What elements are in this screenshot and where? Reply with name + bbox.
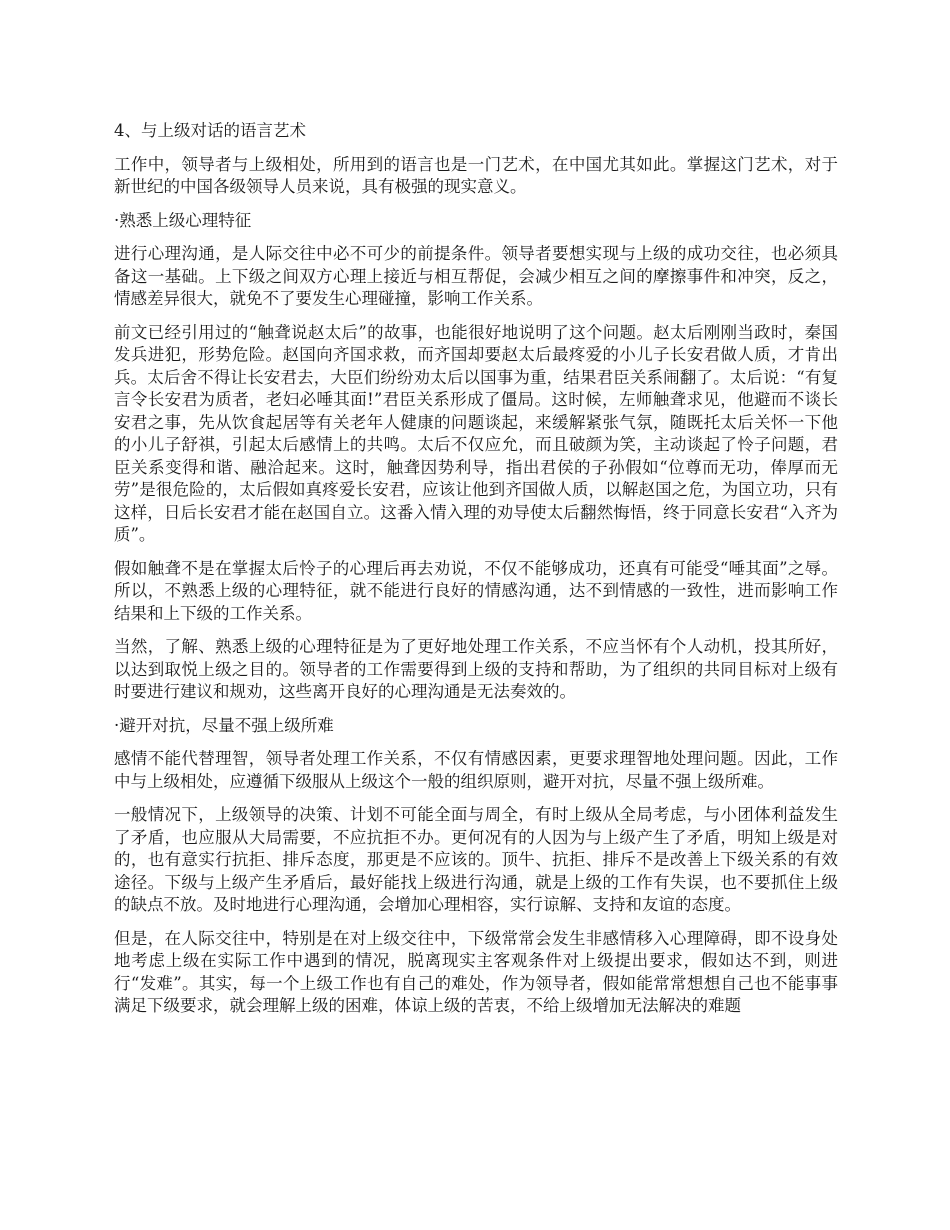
paragraph: 进行心理沟通，是人际交往中必不可少的前提条件。领导者要想实现与上级的成功交往，也必须具备这一基础。上下级之间双方心理上接近与相互帮促，会减少相互之间的摩擦事件和冲突，反之，情感差异很大，就免不了要发生心理碰撞，影响工作关系。 <box>114 244 838 308</box>
paragraph: 假如触聋不是在掌握太后怜子的心理后再去劝说，不仅不能够成功，还真有可能受“唾其面”之辱。所以，不熟悉上级的心理特征，就不能进行良好的情感沟通，达不到情感的一致性，进而影响工作结果和上下级的工作关系。 <box>114 558 838 623</box>
paragraph: 前文已经引用过的“触聋说赵太后”的故事，也能很好地说明了这个问题。赵太后刚刚当政时，秦国发兵进犯，形势危险。赵国向齐国求救，而齐国却要赵太后最疼爱的小儿子长安君做人质，才肯出兵。太后舍不得让长安君去，大臣们纷纷劝太后以国事为重，结果君臣关系闹翻了。太后说：“有复言令长安君为质者，老妇必唾其面!”君臣关系形成了僵局。这时候，左师触聋求见，他避而不谈长安君之事，先从饮食起居等有关老年人健康的问题谈起，来缓解紧张气氛，随既托太后关怀一下他的小儿子舒祺，引起太后感情上的共鸣。太后不仅应允，而且破颜为笑，主动谈起了怜子问题，君臣关系变得和谐、融洽起来。这时，触聋因势利导，指出君侯的子孙假如“位尊而无功，俸厚而无劳”是很危险的，太后假如真疼爱长安君，应该让他到齐国做人质，以解赵国之危，为国立功，只有这样，日后长安君才能在赵国自立。这番入情入理的劝导使太后翻然悔悟，终于同意长安君“入齐为质”。 <box>114 322 838 544</box>
paragraph: 感情不能代替理智，领导者处理工作关系，不仅有情感因素，更要求理智地处理问题。因此，工作中与上级相处，应遵循下级服从上级这个一般的组织原则，避开对抗，尽量不强上级所难。 <box>114 749 838 791</box>
paragraph: 一般情况下，上级领导的决策、计划不可能全面与周全，有时上级从全局考虑，与小团体利益发生了矛盾，也应服从大局需要，不应抗拒不办。更何况有的人因为与上级产生了矛盾，明知上级是对的，也有意实行抗拒、排斥态度，那更是不应该的。顶牛、抗拒、排斥不是改善上下级关系的有效途径。下级与上级产生矛盾后，最好能找上级进行沟通，就是上级的工作有失误，也不要抓住上级的缺点不放。及时地进行心理沟通，会增加心理相容，实行谅解、支持和友谊的态度。 <box>114 805 838 914</box>
subsection-title-2: ·避开对抗，尽量不强上级所难 <box>114 715 334 735</box>
document-body <box>114 120 838 1029</box>
section-heading: 4、与上级对话的语言艺术 <box>114 121 306 140</box>
paragraph: 当然，了解、熟悉上级的心理特征是为了更好地处理工作关系，不应当怀有个人动机，投其所好，以达到取悦上级之目的。领导者的工作需要得到上级的支持和帮助，为了组织的共同目标对上级有时要进行建议和规劝，这些离开良好的心理沟通是无法奏效的。 <box>114 637 838 701</box>
intro-paragraph: 工作中，领导者与上级相处，所用到的语言也是一门艺术，在中国尤其如此。掌握这门艺术，对于新世纪的中国各级领导人员来说，具有极强的现实意义。 <box>114 154 838 196</box>
subsection-title-1: ·熟悉上级心理特征 <box>114 210 252 230</box>
paragraph: 但是，在人际交往中，特别是在对上级交往中，下级常常会发生非感情移入心理障碍，即不设身处地考虑上级在实际工作中遇到的情况，脱离现实主客观条件对上级提出要求，假如达不到，则进行“发难”。其实，每一个上级工作也有自己的难处，作为领导者，假如能常常想想自己也不能事事满足下级要求，就会理解上级的困难，体谅上级的苦衷，不给上级增加无法解决的难题 <box>114 928 838 1015</box>
